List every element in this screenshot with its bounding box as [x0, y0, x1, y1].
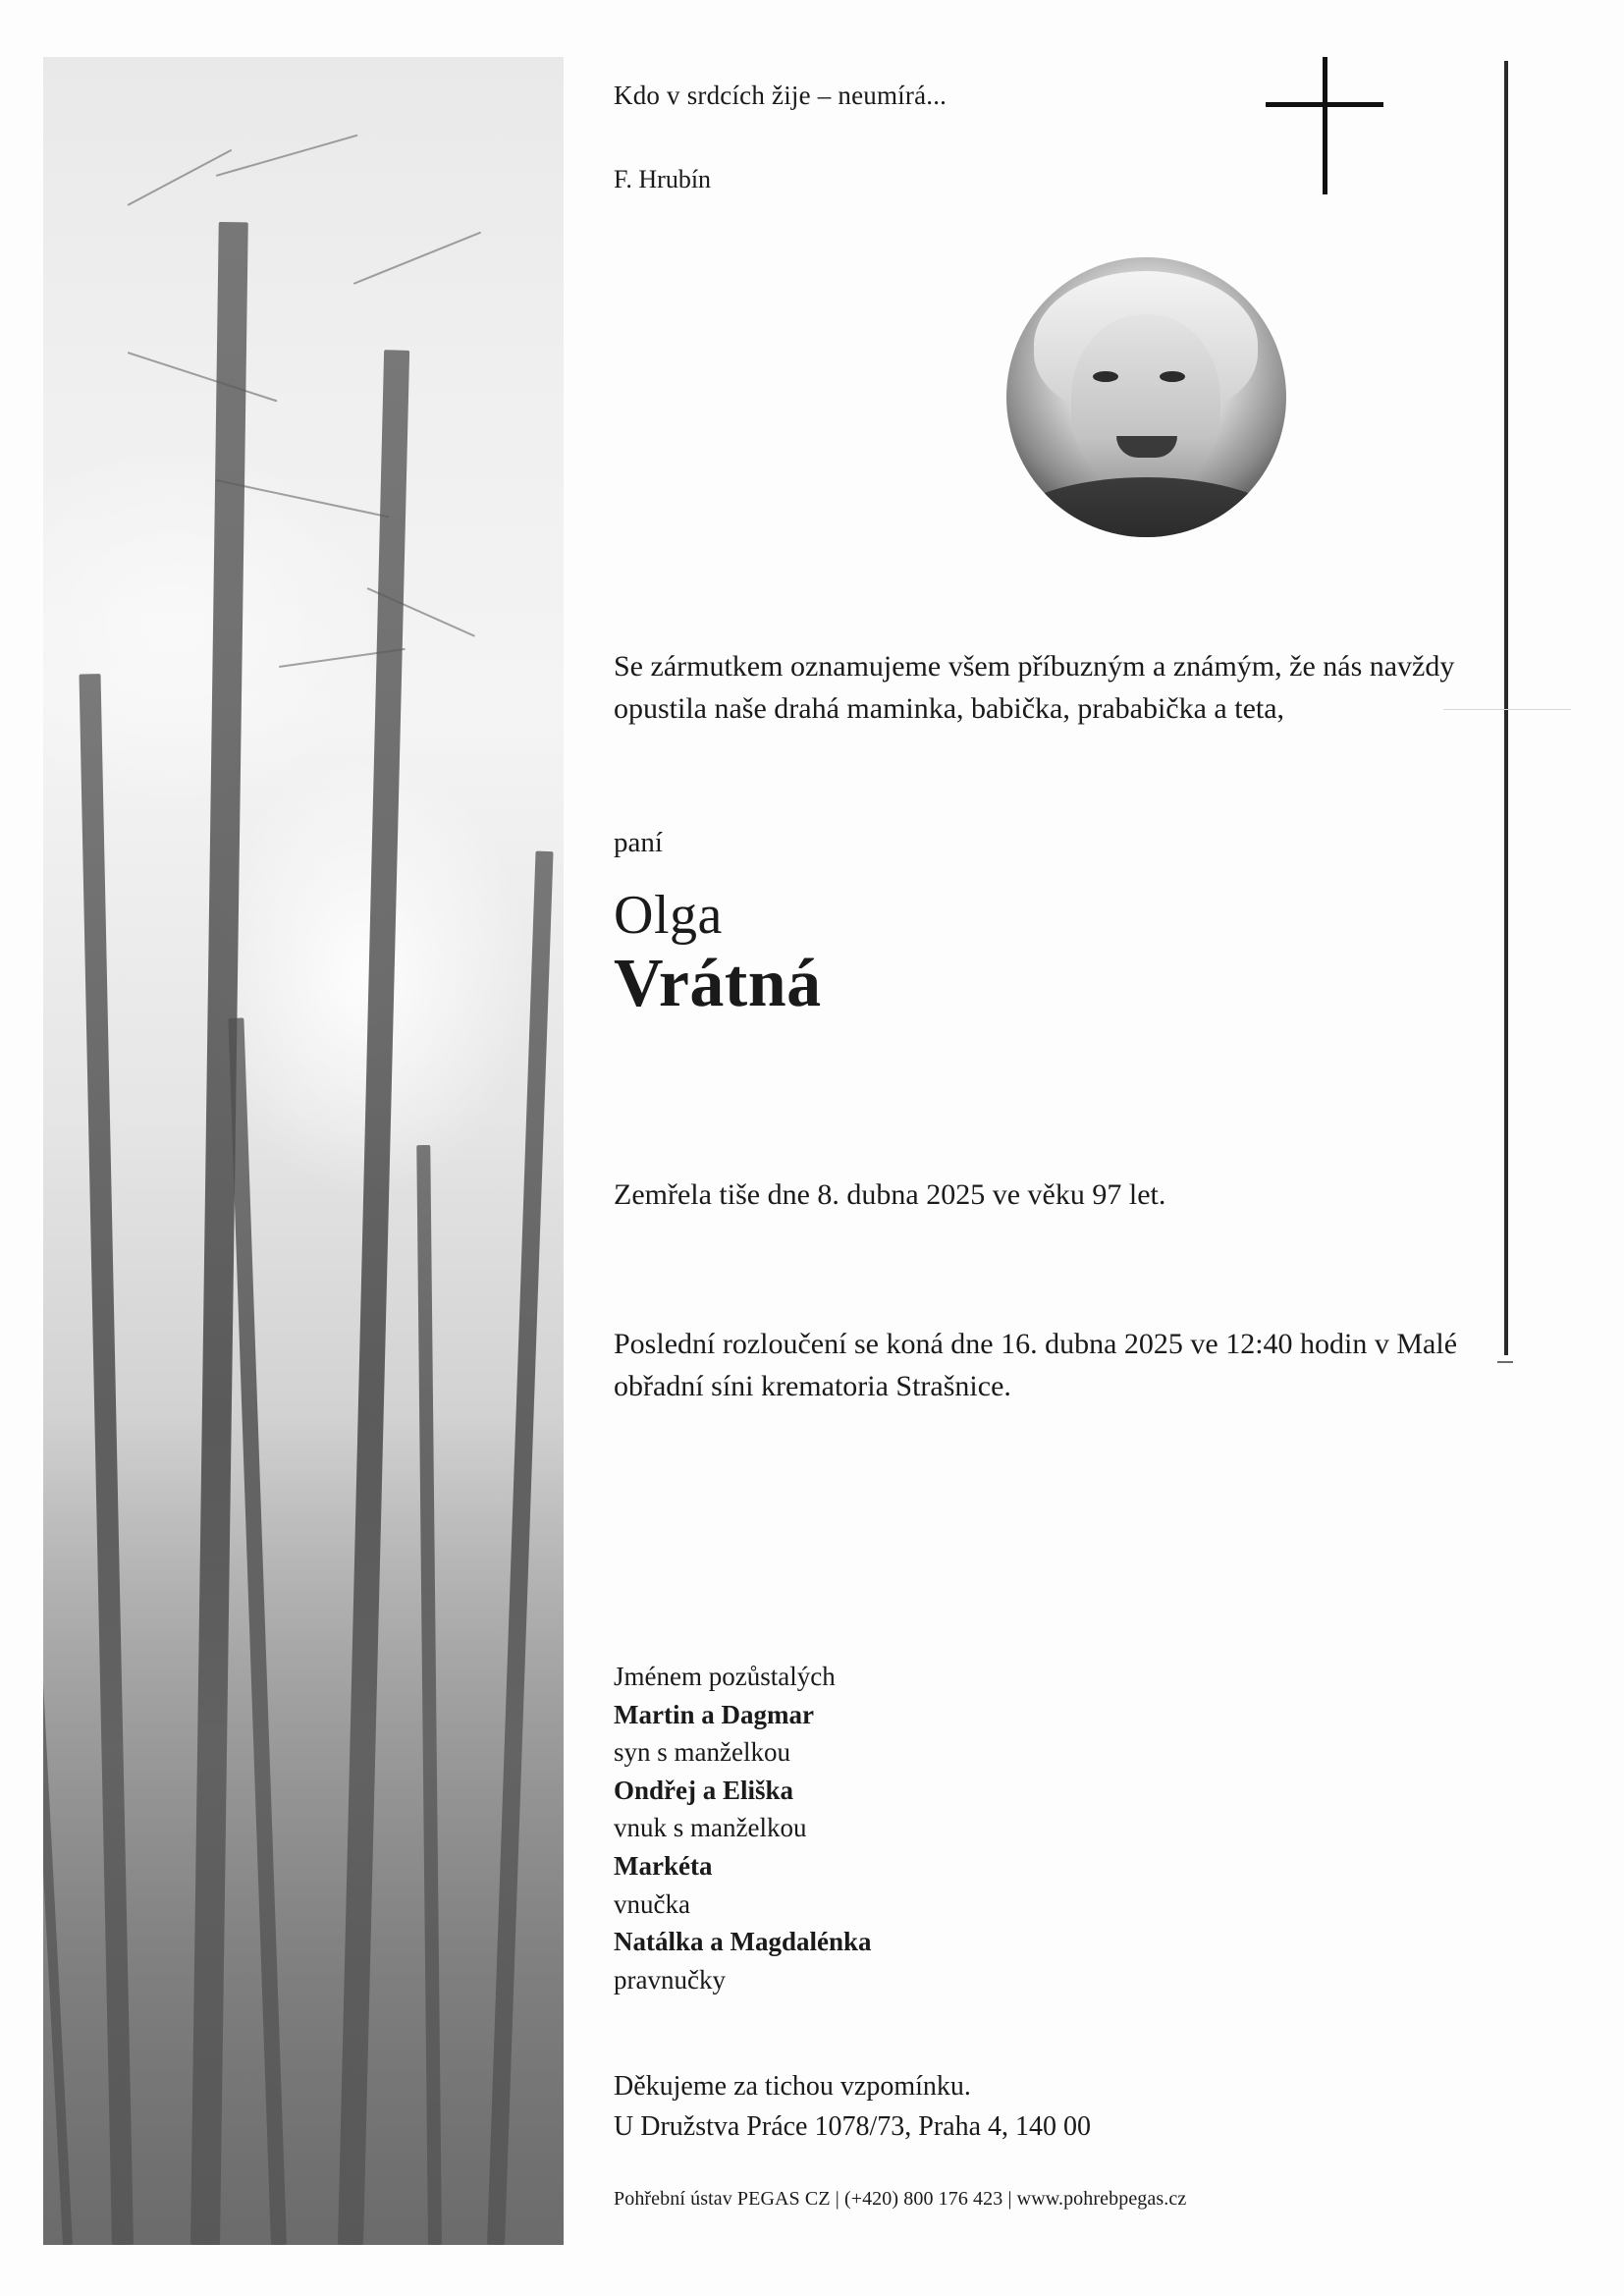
farewell-ceremony-line: Poslední rozloučení se koná dne 16. dubna 2025 ve 12:40 hodin v Malé obřadní síni krematoria Strašnice.: [614, 1328, 1458, 1402]
cross-icon: [1266, 57, 1383, 194]
forest-photo: [43, 57, 564, 2245]
survivor-names: Natálka a Magdalénka: [614, 1927, 872, 1957]
scan-edge-rule: [1504, 61, 1508, 1355]
survivor-relation: pravnučky: [614, 1964, 726, 1995]
survivor-names: Markéta: [614, 1851, 713, 1882]
scan-artifact-line: [1443, 709, 1571, 710]
survivor-names: Martin a Dagmar: [614, 1699, 814, 1729]
survivors-heading: Jménem pozůstalých: [614, 1662, 836, 1691]
thanks-line: Děkujeme za tichou vzpomínku.: [614, 2071, 971, 2102]
announcement-intro: Se zármutkem oznamujeme všem příbuzným a známým, že nás navždy opustila naše drahá maminka, babička, prababička a teta,: [614, 650, 1455, 725]
death-date-line: Zemřela tiše dne 8. dubna 2025 ve věku 97 let.: [614, 1178, 1166, 1211]
quote-author: F. Hrubín: [614, 165, 712, 193]
memorial-quote: Kdo v srdcích žije – neumírá...: [614, 81, 947, 110]
deceased-last-name: Vrátná: [614, 946, 822, 1021]
survivor-relation: vnuk s manželkou: [614, 1813, 807, 1843]
announcement-text-column: [614, 0, 1497, 2296]
survivor-names: Ondřej a Eliška: [614, 1775, 794, 1805]
funeral-home-footer: Pohřební ústav PEGAS CZ | (+420) 800 176 423 | www.pohrebpegas.cz: [614, 2188, 1187, 2210]
survivors-block: [614, 1658, 872, 1998]
portrait-photo: [1006, 257, 1286, 537]
forest-floor: [43, 1413, 564, 2245]
survivor-relation: vnučka: [614, 1888, 690, 1919]
deceased-first-name: Olga: [614, 885, 723, 946]
closing-block: [614, 2067, 1091, 2147]
survivor-relation: syn s manželkou: [614, 1737, 790, 1768]
honorific: paní: [614, 827, 663, 858]
address-line: U Družstva Práce 1078/73, Praha 4, 140 00: [614, 2110, 1092, 2142]
scan-edge-tick: [1497, 1361, 1513, 1363]
